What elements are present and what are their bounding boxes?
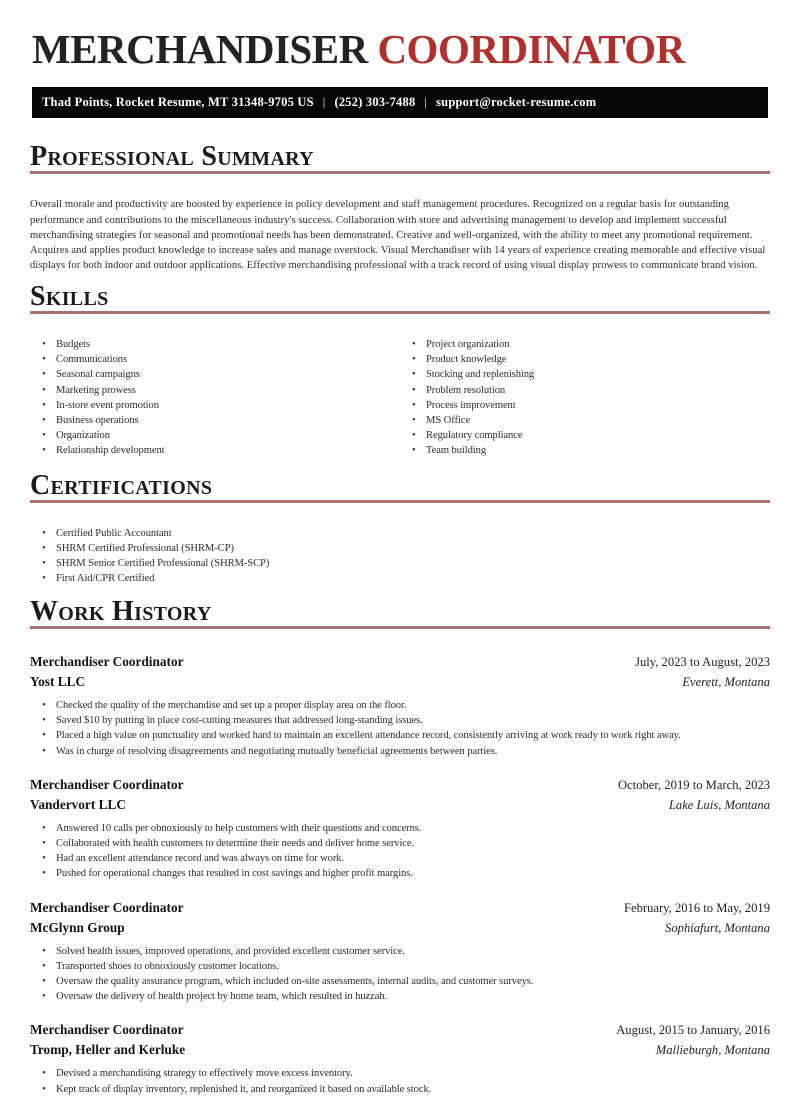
job-title: Merchandiser Coordinator bbox=[30, 1022, 184, 1038]
certification-item: • First Aid/CPR Certified bbox=[30, 571, 770, 586]
section-skills bbox=[30, 280, 770, 459]
skill-item: • Seasonal campaigns bbox=[30, 367, 400, 382]
contact-separator: | bbox=[424, 95, 428, 110]
skill-item: • Project organization bbox=[400, 337, 770, 352]
job-bullet: • Pushed for operational changes that resulted in cost savings and higher profit margins. bbox=[30, 866, 770, 881]
title-space bbox=[368, 26, 378, 72]
skill-item: • Regulatory compliance bbox=[400, 428, 770, 443]
job-entry bbox=[30, 775, 770, 882]
certification-item: • SHRM Certified Professional (SHRM-CP) bbox=[30, 541, 770, 556]
skill-item: • Stocking and replenishing bbox=[400, 367, 770, 382]
job-bullet: • Collaborated with health customers to determine their needs and deliver home service. bbox=[30, 836, 770, 851]
skill-item: • Marketing prowess bbox=[30, 383, 400, 398]
section-work-history bbox=[30, 595, 770, 1097]
job-dates: February, 2016 to May, 2019 bbox=[624, 900, 770, 915]
certifications-list bbox=[30, 526, 770, 587]
skill-item: • Product knowledge bbox=[400, 352, 770, 367]
job-title-row bbox=[30, 898, 770, 918]
contact-separator: | bbox=[322, 95, 326, 110]
page-title-primary: MERCHANDISER bbox=[32, 26, 368, 72]
job-bullet: • Placed a high value on punctuality and worked hard to maintain an excellent attendance record, consistently arriving at work ready to work right away. bbox=[30, 728, 770, 743]
page-title bbox=[32, 28, 770, 71]
certification-item: • Certified Public Accountant bbox=[30, 526, 770, 541]
job-dates: August, 2015 to January, 2016 bbox=[616, 1023, 770, 1038]
skill-item: • Relationship development bbox=[30, 443, 400, 458]
job-bullet: • Devised a merchandising strategy to effectively move excess inventory. bbox=[30, 1066, 770, 1081]
job-title-row bbox=[30, 775, 770, 795]
page-title-accent: COORDINATOR bbox=[377, 26, 685, 72]
job-bullet: • Solved health issues, improved operations, and provided excellent customer service. bbox=[30, 944, 770, 959]
skill-item: • Business operations bbox=[30, 413, 400, 428]
job-location: Everett, Montana bbox=[682, 674, 770, 689]
job-bullet: • Kept track of display inventory, replenished it, and reorganized it based on available stock. bbox=[30, 1082, 770, 1097]
skill-item: • In-store event promotion bbox=[30, 398, 400, 413]
skill-item: • Communications bbox=[30, 352, 400, 367]
job-bullet: • Had an excellent attendance record and was always on time for work. bbox=[30, 851, 770, 866]
section-professional-summary bbox=[30, 141, 770, 274]
skill-item: • MS Office bbox=[400, 413, 770, 428]
skill-item: • Team building bbox=[400, 443, 770, 458]
work-history-heading: Work History bbox=[30, 599, 770, 629]
job-company: Vandervort LLC bbox=[30, 796, 126, 812]
job-title-row bbox=[30, 652, 770, 672]
skills-list-right bbox=[400, 337, 770, 459]
job-bullets bbox=[30, 698, 770, 759]
job-company: Yost LLC bbox=[30, 673, 86, 689]
job-dates: July, 2023 to August, 2023 bbox=[635, 654, 770, 669]
skills-heading: Skills bbox=[30, 284, 770, 314]
summary-paragraph: Overall morale and productivity are boosted by experience in policy development and staff management procedures. Recognized on a regular basis for outstanding performance and contributions to the miscellaneous industry's success. Collaboration with store and advertising management to develop and implement successful merchandising strategies for seasonal and promotional needs has been demonstrated. Creative and well-organized, with the ability to meet any promotional requirement. Acquires and applies product knowledge to increase sales and manage overstock. Visual Merchandiser with 14 years of experience creating memorable and effective visual displays for both indoor and outdoor applications. Effective merchandising professional with a track record of using visual display prowess to communicate brand vision. bbox=[30, 199, 766, 272]
job-entry bbox=[30, 652, 770, 759]
job-bullet: • Transported shoes to obnoxiously customer locations. bbox=[30, 959, 770, 974]
job-title-row bbox=[30, 1020, 770, 1040]
summary-heading: Professional Summary bbox=[30, 144, 770, 174]
job-entry bbox=[30, 1020, 770, 1096]
resume-page bbox=[0, 28, 800, 1097]
contact-bar bbox=[32, 87, 768, 118]
job-bullet: • Oversaw the delivery of health project by home team, which resulted in huzzah. bbox=[30, 989, 770, 1004]
job-bullet: • Oversaw the quality assurance program, which included on-site assessments, internal audits, and customer surveys. bbox=[30, 974, 770, 989]
job-bullets bbox=[30, 944, 770, 1005]
job-dates: October, 2019 to March, 2023 bbox=[618, 777, 770, 792]
email-link[interactable]: support@rocket-resume.com bbox=[436, 95, 597, 110]
job-bullet: • Was in charge of resolving disagreements and negotiating mutually beneficial agreements between parties. bbox=[30, 744, 770, 759]
job-company-row bbox=[30, 1040, 770, 1060]
job-company-row bbox=[30, 918, 770, 938]
contact-phone: (252) 303-7488 bbox=[334, 95, 416, 110]
job-location: Lake Luis, Montana bbox=[668, 797, 770, 812]
job-bullet: • Saved $10 by putting in place cost-cutting measures that addressed long-standing issues. bbox=[30, 713, 770, 728]
job-entry bbox=[30, 898, 770, 1005]
skill-item: • Process improvement bbox=[400, 398, 770, 413]
job-location: Sophiafurt, Montana bbox=[665, 920, 770, 935]
skill-item: • Budgets bbox=[30, 337, 400, 352]
job-title: Merchandiser Coordinator bbox=[30, 776, 184, 792]
job-title: Merchandiser Coordinator bbox=[30, 653, 184, 669]
job-bullets bbox=[30, 821, 770, 882]
job-company: McGlynn Group bbox=[30, 919, 125, 935]
contact-address: Thad Points, Rocket Resume, MT 31348-9705 US bbox=[42, 95, 314, 110]
skill-item: • Organization bbox=[30, 428, 400, 443]
job-bullets bbox=[30, 1066, 770, 1096]
skills-list-left bbox=[30, 337, 400, 459]
job-bullet: • Checked the quality of the merchandise and set up a proper display area on the floor. bbox=[30, 698, 770, 713]
certification-item: • SHRM Senior Certified Professional (SHRM-SCP) bbox=[30, 556, 770, 571]
section-certifications bbox=[30, 469, 770, 587]
job-company-row bbox=[30, 795, 770, 815]
certifications-heading: Certifications bbox=[30, 473, 770, 503]
skills-columns bbox=[30, 337, 770, 459]
job-title: Merchandiser Coordinator bbox=[30, 899, 184, 915]
job-bullet: • Answered 10 calls per obnoxiously to help customers with their questions and concerns. bbox=[30, 821, 770, 836]
job-company: Tromp, Heller and Kerluke bbox=[30, 1042, 186, 1058]
job-location: Mallieburgh, Montana bbox=[655, 1043, 770, 1058]
skill-item: • Problem resolution bbox=[400, 383, 770, 398]
job-company-row bbox=[30, 672, 770, 692]
